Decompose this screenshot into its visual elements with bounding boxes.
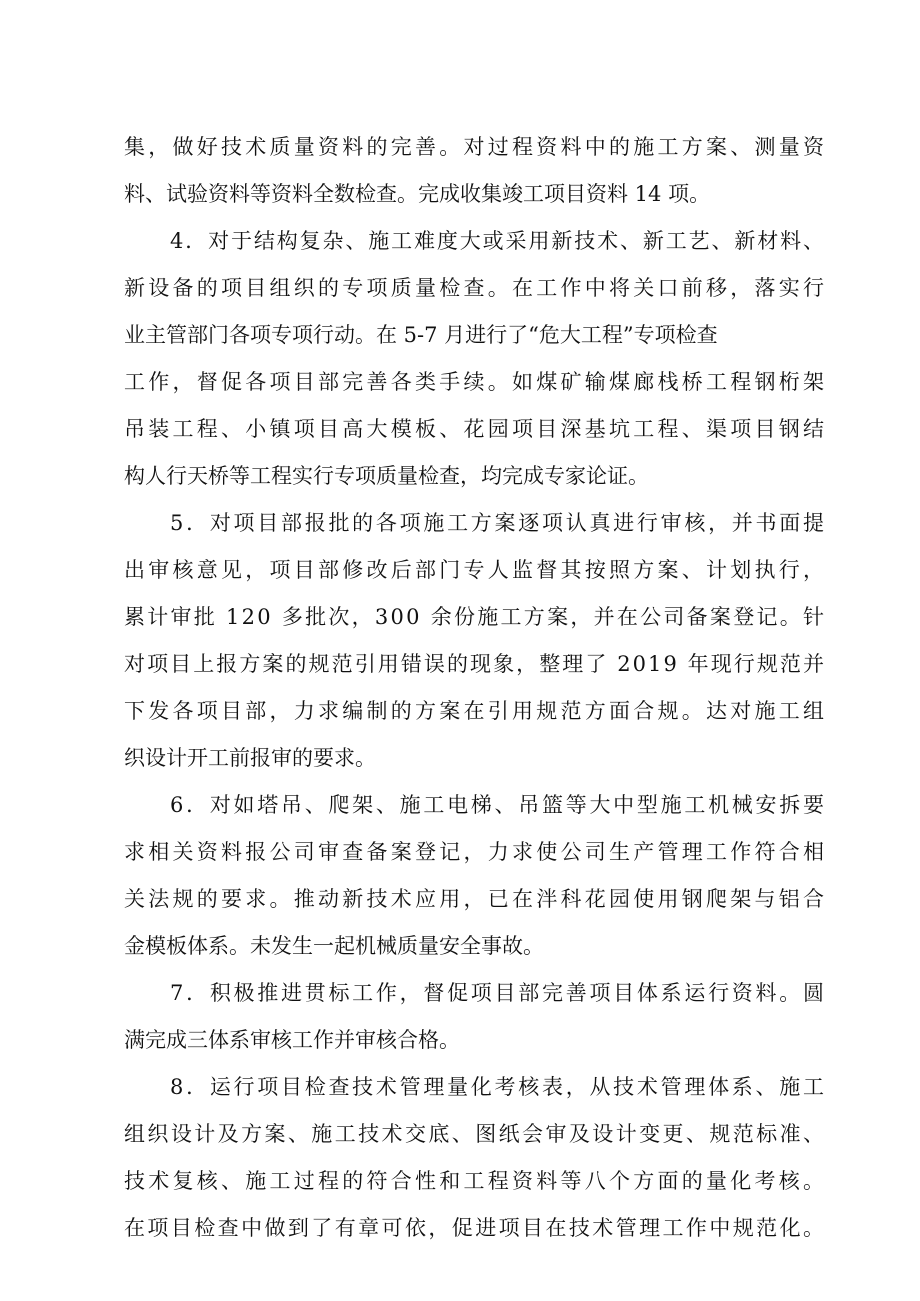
text-line: 新设备的项目组织的专项质量检查。在工作中将关口前移，落实行 [124, 276, 828, 300]
text-line: 满完成三体系审核工作并审核合格。 [124, 1028, 460, 1052]
text-line: 4．对于结构复杂、施工难度大或采用新技术、新工艺、新材料、 [170, 229, 826, 253]
text-line: 累计审批 120 多批次，300 余份施工方案，并在公司备案登记。针 [124, 605, 827, 629]
text-line: 关法规的要求。推动新技术应用，已在泮科花园使用钢爬架与铝合 [124, 887, 828, 911]
text-line: 8．运行项目检查技术管理量化考核表，从技术管理体系、施工 [170, 1075, 827, 1099]
text-line: 组织设计及方案、施工技术交底、图纸会审及设计变更、规范标准、 [124, 1122, 827, 1146]
text-line: 对项目上报方案的规范引用错误的现象，整理了 2019 年现行规范并 [124, 652, 827, 676]
text-line: 5．对项目部报批的各项施工方案逐项认真进行审核，并书面提 [170, 511, 827, 535]
text-line: 在项目检查中做到了有章可依，促进项目在技术管理工作中规范化。 [124, 1216, 827, 1240]
text-line: 吊装工程、小镇项目高大模板、花园项目深基坑工程、渠项目钢结 [124, 417, 828, 441]
text-line: 织设计开工前报审的要求。 [124, 746, 376, 770]
text-line: 集，做好技术质量资料的完善。对过程资料中的施工方案、测量资 [124, 135, 828, 159]
text-line: 出审核意见，项目部修改后部门专人监督其按照方案、计划执行， [124, 558, 828, 582]
text-line: 构人行天桥等工程实行专项质量检查，均完成专家论证。 [124, 464, 649, 488]
text-line: 金模板体系。未发生一起机械质量安全事故。 [124, 934, 544, 958]
text-line: 下发各项目部，力求编制的方案在引用规范方面合规。达对施工组 [124, 699, 828, 723]
text-line: 求相关资料报公司审查备案登记，力求使公司生产管理工作符合相 [124, 840, 828, 864]
document-body [124, 124, 828, 1252]
text-line: 工作，督促各项目部完善各类手续。如煤矿输煤廊栈桥工程钢桁架 [124, 370, 828, 394]
text-line: 技术复核、施工过程的符合性和工程资料等八个方面的量化考核。 [124, 1169, 828, 1193]
text-line: 料、试验资料等资料全数检查。完成收集竣工项目资料 14 项。 [124, 182, 711, 206]
text-line: 6．对如塔吊、爬架、施工电梯、吊篮等大中型施工机械安拆要 [170, 793, 827, 817]
text-line: 7．积极推进贯标工作，督促项目部完善项目体系运行资料。圆 [170, 981, 827, 1005]
text-line: 业主管部门各项专项行动。在 5-7 月进行了“危大工程”专项检查 [124, 323, 718, 347]
